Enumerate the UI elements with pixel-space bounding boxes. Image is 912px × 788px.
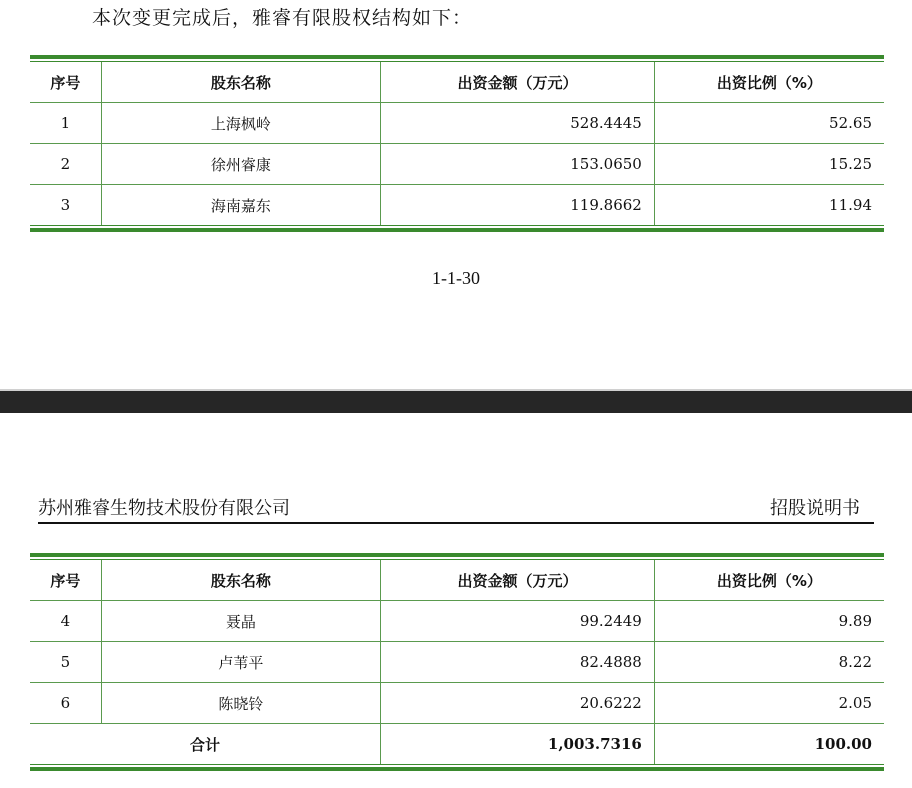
cell-no: 2 xyxy=(30,144,101,185)
cell-name: 卢苇平 xyxy=(101,642,380,683)
cell-ratio: 8.22 xyxy=(654,642,884,683)
header-ratio: 出资比例（%） xyxy=(654,560,884,601)
table-bottom-rule xyxy=(30,228,884,232)
cell-no: 3 xyxy=(30,185,101,226)
table-row xyxy=(30,185,884,226)
header-name: 股东名称 xyxy=(101,62,380,103)
total-label: 合计 xyxy=(30,724,381,765)
header-ratio: 出资比例（%） xyxy=(654,62,884,103)
cell-name: 陈晓铃 xyxy=(101,683,380,724)
table-bottom-rule xyxy=(30,767,884,771)
cell-no: 1 xyxy=(30,103,101,144)
header-no: 序号 xyxy=(30,560,101,601)
table-bottom-rule-thin xyxy=(30,225,884,226)
cell-amount: 153.0650 xyxy=(381,144,655,185)
table-header-row xyxy=(30,62,884,103)
page-divider xyxy=(0,389,912,413)
equity-table-part1 xyxy=(30,55,884,232)
cell-amount: 20.6222 xyxy=(381,683,655,724)
header-amount: 出资金额（万元） xyxy=(381,62,655,103)
header-amount: 出资金额（万元） xyxy=(381,560,655,601)
cell-name: 聂晶 xyxy=(101,601,380,642)
header-no: 序号 xyxy=(30,62,101,103)
equity-table-part2 xyxy=(30,553,884,771)
table-top-rule xyxy=(30,55,884,59)
page-number: 1-1-30 xyxy=(432,268,480,288)
header-name: 股东名称 xyxy=(101,560,380,601)
table-row xyxy=(30,683,884,724)
cell-no: 6 xyxy=(30,683,101,724)
cell-amount: 99.2449 xyxy=(381,601,655,642)
cell-ratio: 2.05 xyxy=(654,683,884,724)
cell-name: 徐州睿康 xyxy=(101,144,380,185)
cell-name: 上海枫岭 xyxy=(101,103,380,144)
intro-paragraph: 本次变更完成后，雅睿有限股权结构如下： xyxy=(92,7,473,29)
cell-ratio: 15.25 xyxy=(654,144,884,185)
equity-table xyxy=(30,62,884,225)
cell-amount: 119.8662 xyxy=(381,185,655,226)
table-top-rule xyxy=(30,553,884,557)
company-name: 苏州雅睿生物技术股份有限公司 xyxy=(38,498,290,519)
total-row xyxy=(30,724,884,765)
cell-amount: 82.4888 xyxy=(381,642,655,683)
cell-amount: 528.4445 xyxy=(381,103,655,144)
cell-ratio: 52.65 xyxy=(654,103,884,144)
cell-no: 5 xyxy=(30,642,101,683)
cell-ratio: 11.94 xyxy=(829,196,872,214)
cell-no: 4 xyxy=(30,601,101,642)
table-row xyxy=(30,144,884,185)
table-row xyxy=(30,642,884,683)
page-header xyxy=(38,496,874,524)
cell-name: 海南嘉东 xyxy=(101,185,380,226)
table-row xyxy=(30,601,884,642)
table-row xyxy=(30,103,884,144)
document-type: 招股说明书 xyxy=(770,498,860,519)
table-header-row xyxy=(30,560,884,601)
equity-table-continued xyxy=(30,560,884,764)
total-ratio: 100.00 xyxy=(814,735,872,753)
table-bottom-rule-thin xyxy=(30,764,884,765)
cell-ratio: 9.89 xyxy=(654,601,884,642)
total-amount: 1,003.7316 xyxy=(381,724,655,765)
